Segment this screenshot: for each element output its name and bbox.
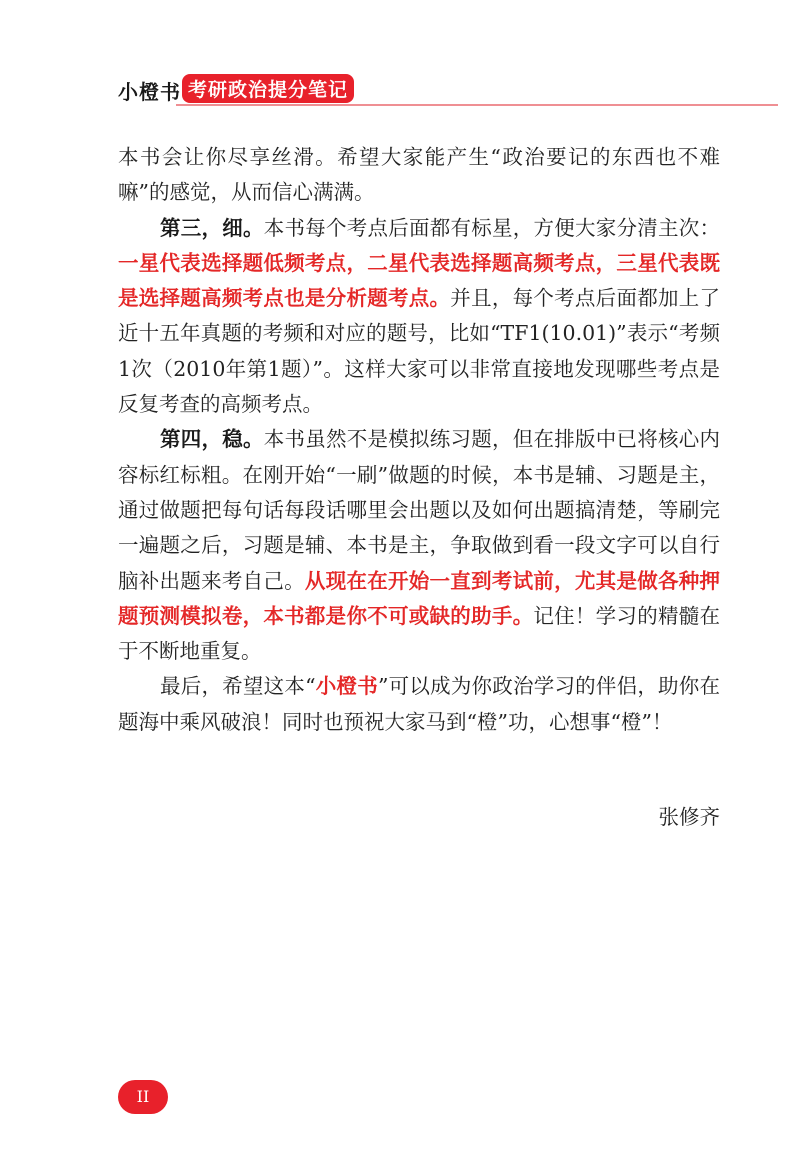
paragraph-4-text: 最后，希望这本“ (160, 674, 316, 699)
paragraph-3-text: 本书虽然不是模拟练习题，但在排版中已将核心内容标红标粗。在刚开始“一刷”做题的时候，本书是辅、习题是主，通过做题把每句话每段话哪里会出题以及如何出题搞清楚，等刷完一遍题之后，习题是辅、本书是主，争取做到看一段文字可以自行脑补出题来考自己。 (118, 427, 720, 593)
paragraph-2-text: 本书每个考点后面都有标星，方便大家分清主次： (263, 215, 720, 240)
body-text (118, 140, 720, 740)
author-signature: 张修齐 (658, 805, 720, 829)
paragraph-2-text-cont: 并且，每个考点后面都加上了近十五年真题的考频和对应的题号，比如“TF1(10.01)”表示“考频1次（2010年第1题）”。这样大家可以非常直接地发现哪些考点是反复考查的高频考点。 (118, 286, 721, 417)
paragraph-3-text-cont: 记住！学习的精髓在于不断地重复。 (118, 603, 721, 664)
paragraph-4-highlight: 小橙书 (315, 674, 378, 699)
paragraph-3 (118, 422, 720, 669)
page-number-badge: II (118, 1080, 168, 1114)
paragraph-3-lead: 第四，稳。 (160, 427, 264, 452)
paragraph-1: 本书会让你尽享丝滑。希望大家能产生“政治要记的东西也不难嘛”的感觉，从而信心满满。 (118, 145, 720, 205)
book-brand: 小橙书 (118, 80, 181, 104)
paragraph-4 (118, 669, 720, 740)
running-header (118, 70, 780, 110)
paragraph-4-text-cont: ”可以成为你政治学习的伴侣，助你在题海中乘风破浪！同时也预祝大家马到“橙”功，心想事“橙”！ (118, 674, 721, 734)
book-subtitle-badge: 考研政治提分笔记 (182, 74, 354, 103)
paragraph-2-highlight: 一星代表选择题低频考点，二星代表选择题高频考点，三星代表既是选择题高频考点也是分析题考点。 (118, 250, 720, 311)
header-rule (176, 104, 778, 106)
paragraph-2-lead: 第三，细。 (160, 215, 264, 240)
paragraph-2 (118, 211, 720, 423)
paragraph-3-highlight: 从现在在开始一直到考试前，尤其是做各种押题预测模拟卷，本书都是你不可或缺的助手。 (118, 568, 721, 628)
